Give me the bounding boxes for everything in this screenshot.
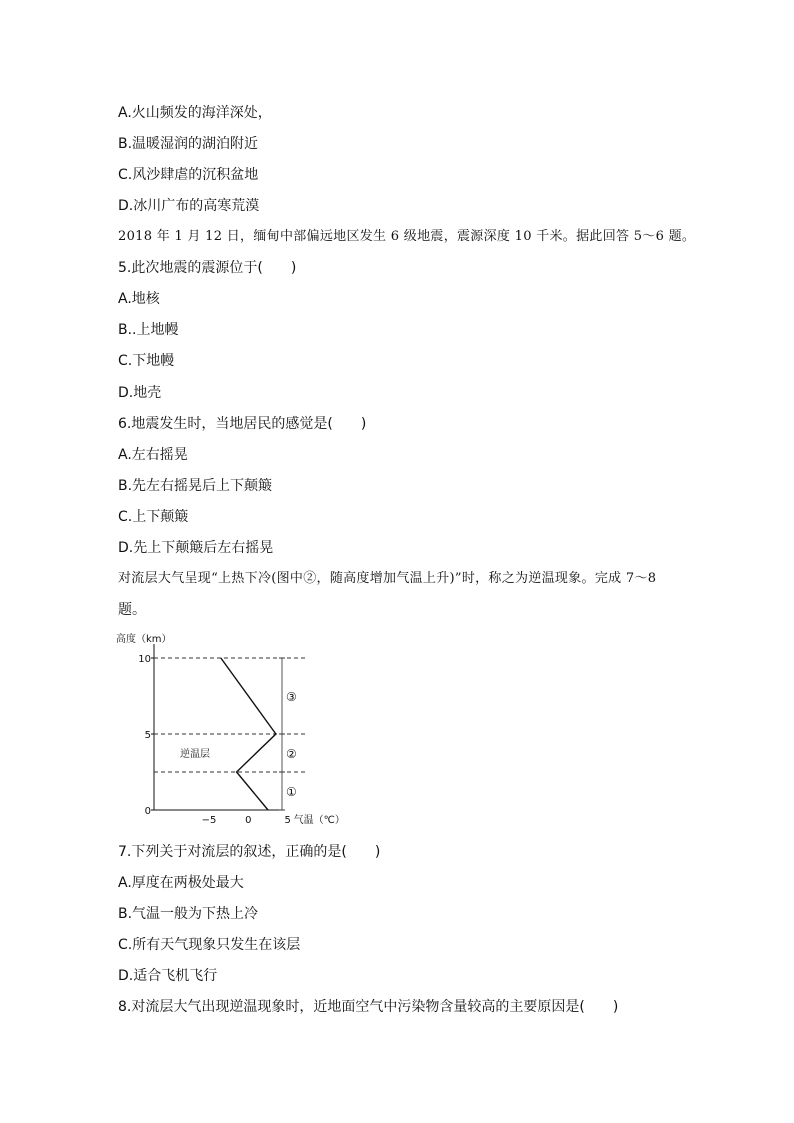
option-5c: C.下地幔 xyxy=(118,353,175,369)
option-6d: D.先上下颠簸后左右摇晃 xyxy=(118,540,274,556)
y-axis-title: 高度（km） xyxy=(116,634,172,645)
layer-label: ① xyxy=(286,785,297,799)
option-7d: D.适合飞机飞行 xyxy=(118,968,218,984)
option-5d: D.地壳 xyxy=(118,385,162,401)
layer-label: ② xyxy=(286,747,297,761)
option-7b: B.气温一般为下热上冷 xyxy=(118,906,259,922)
question-5: 5.此次地震的震源位于( ) xyxy=(118,260,297,276)
option-4c: C.风沙肆虐的沉积盆地 xyxy=(118,167,259,183)
layer-label: ③ xyxy=(286,690,297,704)
passage-earthquake: 2018 年 1 月 12 日，缅甸中部偏远地区发生 6 级地震，震源深度 10 千米。据此回答 5～6 题。 xyxy=(118,229,696,244)
option-4b: B.温暖湿润的湖泊附近 xyxy=(118,136,259,152)
temperature-height-chart xyxy=(112,628,352,828)
option-7a: A.厚度在两极处最大 xyxy=(118,875,244,891)
x-axis-title: 气温（℃） xyxy=(293,815,345,826)
x-tick-label: −5 xyxy=(201,815,217,826)
y-tick-label: 5 xyxy=(144,730,151,741)
passage-inversion-cont: 题。 xyxy=(118,602,146,618)
passage-inversion: 对流层大气呈现“上热下冷(图中②，随高度增加气温上升)”时，称之为逆温现象。完成 7～8 xyxy=(118,571,657,586)
option-7c: C.所有天气现象只发生在该层 xyxy=(118,937,301,953)
question-6: 6.地震发生时，当地居民的感觉是( ) xyxy=(118,416,367,432)
x-tick-label: 0 xyxy=(245,815,252,826)
question-7: 7.下列关于对流层的叙述，正确的是( ) xyxy=(118,844,381,860)
option-6b: B.先左右摇晃后上下颠簸 xyxy=(118,478,273,494)
option-6c: C.上下颠簸 xyxy=(118,509,189,525)
option-4d: D.冰川广布的高寒荒漠 xyxy=(118,198,260,214)
option-5a: A.地核 xyxy=(118,291,160,307)
option-4a: A.火山频发的海洋深处， xyxy=(118,105,272,121)
option-5b: B..上地幔 xyxy=(118,322,179,338)
question-8: 8.对流层大气出现逆温现象时，近地面空气中污染物含量较高的主要原因是( ) xyxy=(118,999,619,1015)
option-6a: A.左右摇晃 xyxy=(118,447,188,463)
y-tick-label: 10 xyxy=(138,654,151,665)
y-tick-label: 0 xyxy=(144,806,151,817)
inversion-layer-annotation: 逆温层 xyxy=(180,749,210,760)
x-tick-label: 5 xyxy=(284,815,291,826)
